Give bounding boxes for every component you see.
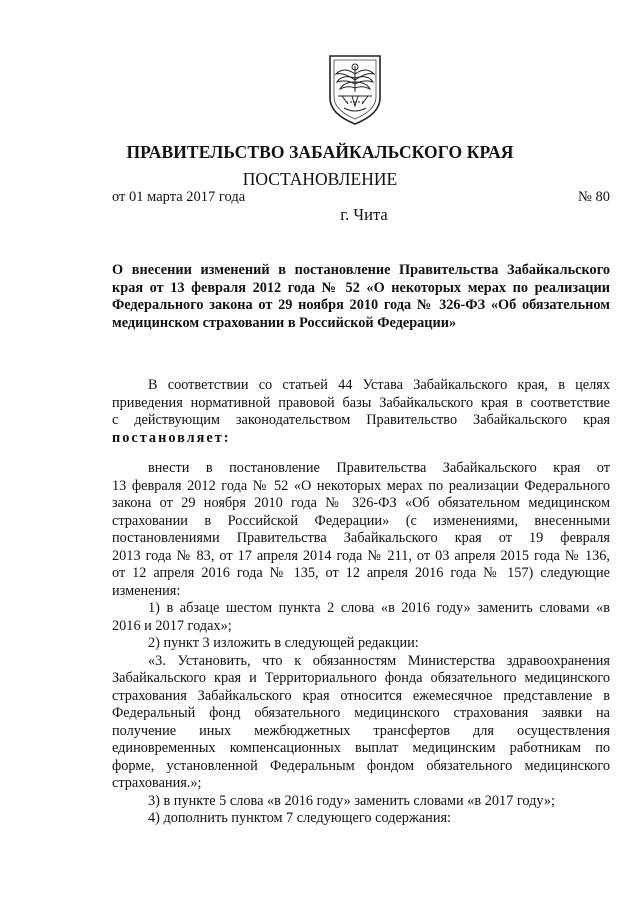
amendment-item-1: 1) в абзаце шестом пункта 2 слова «в 2016 году» заменить словами «в	[148, 600, 610, 616]
resolves-keyword: постановляет:	[112, 429, 231, 446]
body-line: 2013 года № 83, от 17 апреля 2014 года № 211, от 03 апреля 2015 года № 136,	[112, 547, 610, 564]
document-number: № 80	[578, 189, 610, 205]
amendment-item-3: 3) в пункте 5 слова «в 2016 году» заменить словами «в 2017 году»;	[148, 792, 556, 809]
preamble	[112, 377, 610, 447]
document-type: ПОСТАНОВЛЕНИЕ	[242, 169, 398, 189]
title-line: О внесении изменений в постановление Правительства Забайкальского	[112, 262, 610, 278]
body-line: Забайкальского края и Территориального фонда обязательного медицинского	[112, 670, 610, 686]
amendment-item-2: 2) пункт 3 изложить в следующей редакции:	[148, 635, 419, 651]
preamble-line: приведения нормативной правовой базы Забайкальского края в соответствие	[112, 394, 610, 411]
body-line: 13 февраля 2012 года № 52 «О некоторых мерах по реализации Федерального	[112, 477, 610, 494]
amendment-item-4: 4) дополнить пунктом 7 следующего содержания:	[148, 810, 452, 826]
quoted-paragraph: «3. Установить, что к обязанностям Министерства здравоохранения	[148, 652, 610, 669]
body-line: страховании в Российской Федерации» (с изменениями, внесенными	[112, 512, 610, 529]
body-line: закона от 29 ноября 2010 года № 326-ФЗ «Об обязательном медицинском	[112, 495, 610, 511]
coat-of-arms-emblem	[322, 52, 388, 126]
body-line: форме, установленной Федеральным фондом обязательного медицинского	[112, 757, 610, 774]
title-line: медицинском страховании в Российской Федерации»	[112, 314, 457, 331]
body-line: внести в постановление Правительства Забайкальского края от	[148, 460, 610, 476]
government-name: ПРАВИТЕЛЬСТВО ЗАБАЙКАЛЬСКОГО КРАЯ	[126, 142, 514, 162]
resolution-body	[112, 460, 610, 828]
body-line: страхования.»;	[112, 775, 202, 791]
body-line: изменения:	[112, 582, 181, 599]
title-line: края от 13 февраля 2012 года № 52 «О некоторых мерах по реализации	[112, 279, 610, 296]
body-line: получение иных межбюджетных трансфертов для осуществления	[112, 722, 610, 739]
resolution-title	[112, 262, 610, 332]
body-line: единовременных компенсационных выплат медицинским работникам по	[112, 740, 610, 756]
body-line: страхования Забайкальского края относится ежемесячное представление в	[112, 687, 610, 704]
body-line: 2016 и 2017 годах»;	[112, 617, 232, 634]
document-city: г. Чита	[340, 205, 388, 224]
preamble-line: с действующим законодательством Правительство Забайкальского края	[112, 412, 610, 428]
preamble-line: В соответствии со статьей 44 Устава Забайкальского края, в целях	[148, 377, 610, 393]
body-line: постановлениями Правительства Забайкальского края от 19 февраля	[112, 530, 610, 546]
body-line: Федеральный фонд обязательного медицинского страхования заявки на	[112, 705, 610, 721]
document-date: от 01 марта 2017 года	[112, 189, 246, 205]
body-line: от 12 апреля 2016 года № 135, от 12 апреля 2016 года № 157) следующие	[112, 565, 610, 581]
title-line: Федерального закона от 29 ноября 2010 года № 326-ФЗ «Об обязательном	[112, 297, 610, 313]
